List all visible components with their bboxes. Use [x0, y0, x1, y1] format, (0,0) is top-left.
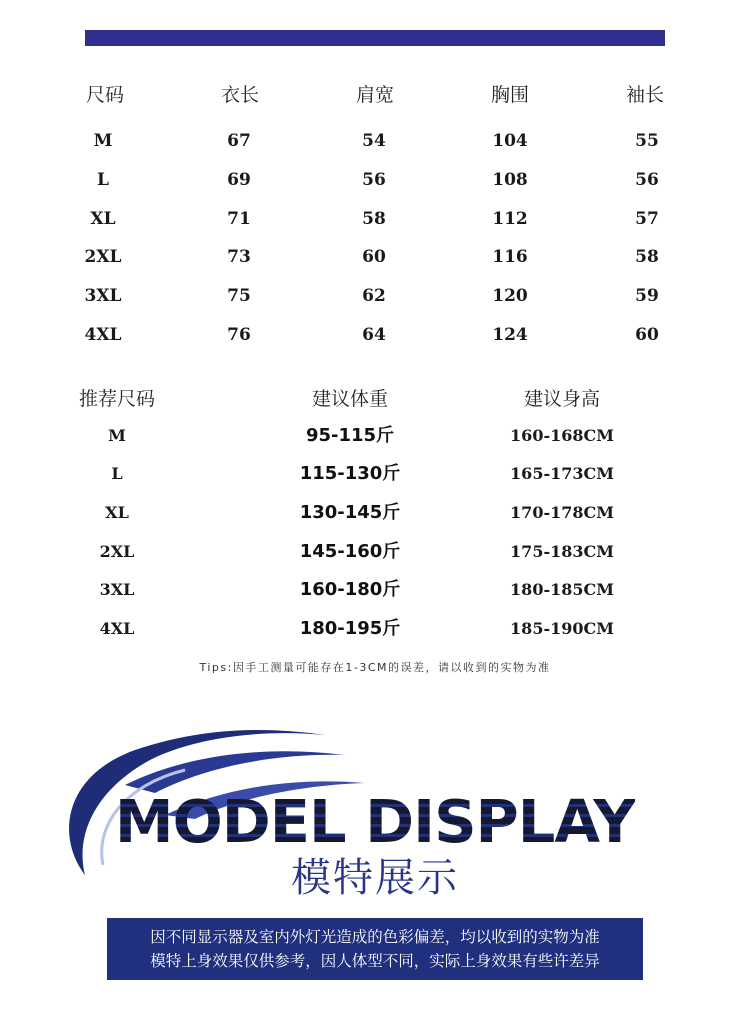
model-display-subtitle: 模特展示: [291, 855, 459, 901]
cell-shoulder: 58: [362, 209, 386, 229]
cell-chest: 112: [492, 209, 528, 229]
table-row: [0, 575, 750, 605]
cell-recommend-size: M: [108, 426, 126, 445]
table-row: [0, 320, 750, 350]
top-accent-bar: [85, 30, 665, 46]
cell-weight: 160-180斤: [299, 579, 401, 600]
notice-box: [107, 918, 643, 980]
cell-height: 160-168CM: [510, 426, 614, 445]
table-row: [0, 281, 750, 311]
cell-recommend-size: L: [111, 464, 123, 483]
cell-length: 73: [227, 247, 251, 267]
size-table-header: [0, 80, 750, 110]
cell-size: M: [93, 131, 113, 151]
cell-chest: 104: [492, 131, 528, 151]
cell-weight: 115-130斤: [299, 463, 401, 484]
cell-sleeve: 58: [635, 247, 659, 267]
header-chest: 胸围: [490, 84, 529, 106]
cell-length: 76: [227, 325, 251, 345]
cell-length: 71: [227, 209, 251, 229]
cell-sleeve: 60: [635, 325, 659, 345]
cell-height: 180-185CM: [510, 580, 614, 599]
cell-recommend-size: 2XL: [99, 542, 135, 561]
cell-shoulder: 54: [362, 131, 386, 151]
model-display-title: [0, 786, 750, 858]
tips-text: Tips:因手工测量可能存在1-3CM的误差，请以收到的实物为准: [199, 661, 551, 674]
cell-recommend-size: 4XL: [99, 619, 135, 638]
cell-shoulder: 56: [362, 170, 386, 190]
notice-line-2: 模特上身效果仅供参考，因人体型不同，实际上身效果有些许差异: [150, 952, 600, 970]
recommend-table-header: [0, 384, 750, 414]
cell-sleeve: 56: [635, 170, 659, 190]
cell-weight: 95-115斤: [305, 425, 395, 446]
table-row: [0, 459, 750, 489]
cell-shoulder: 60: [362, 247, 386, 267]
header-shoulder: 肩宽: [355, 84, 394, 106]
cell-weight: 130-145斤: [299, 502, 401, 523]
cell-chest: 116: [492, 247, 528, 267]
model-display-title-text: MODEL DISPLAY: [114, 787, 636, 856]
cell-chest: 108: [492, 170, 528, 190]
header-weight: 建议体重: [311, 388, 388, 410]
cell-weight: 180-195斤: [299, 618, 401, 639]
cell-length: 67: [227, 131, 251, 151]
cell-shoulder: 62: [362, 286, 386, 306]
table-row: [0, 204, 750, 234]
cell-length: 69: [227, 170, 251, 190]
cell-sleeve: 55: [635, 131, 659, 151]
cell-chest: 124: [492, 325, 528, 345]
table-row: [0, 165, 750, 195]
cell-chest: 120: [492, 286, 528, 306]
table-row: [0, 242, 750, 272]
cell-height: 170-178CM: [510, 503, 614, 522]
header-sleeve: 袖长: [625, 84, 664, 106]
table-row: [0, 537, 750, 567]
notice-line-1: 因不同显示器及室内外灯光造成的色彩偏差，均以收到的实物为准: [150, 928, 600, 946]
cell-height: 185-190CM: [510, 619, 614, 638]
table-row: [0, 498, 750, 528]
table-row: [0, 421, 750, 451]
cell-sleeve: 59: [635, 286, 659, 306]
cell-size: L: [97, 170, 109, 190]
cell-height: 175-183CM: [510, 542, 614, 561]
cell-recommend-size: 3XL: [99, 580, 135, 599]
header-length: 衣长: [220, 84, 259, 106]
cell-size: 3XL: [84, 286, 122, 306]
cell-shoulder: 64: [362, 325, 386, 345]
table-row: [0, 126, 750, 156]
header-size: 尺码: [85, 84, 124, 106]
cell-size: 2XL: [84, 247, 122, 267]
cell-height: 165-173CM: [510, 464, 614, 483]
cell-size: XL: [90, 209, 116, 229]
header-recommend-size: 推荐尺码: [78, 388, 155, 410]
cell-weight: 145-160斤: [299, 541, 401, 562]
header-height: 建议身高: [523, 388, 600, 410]
cell-sleeve: 57: [635, 209, 659, 229]
table-row: [0, 614, 750, 644]
cell-size: 4XL: [84, 325, 122, 345]
cell-length: 75: [227, 286, 251, 306]
cell-recommend-size: XL: [105, 503, 129, 522]
